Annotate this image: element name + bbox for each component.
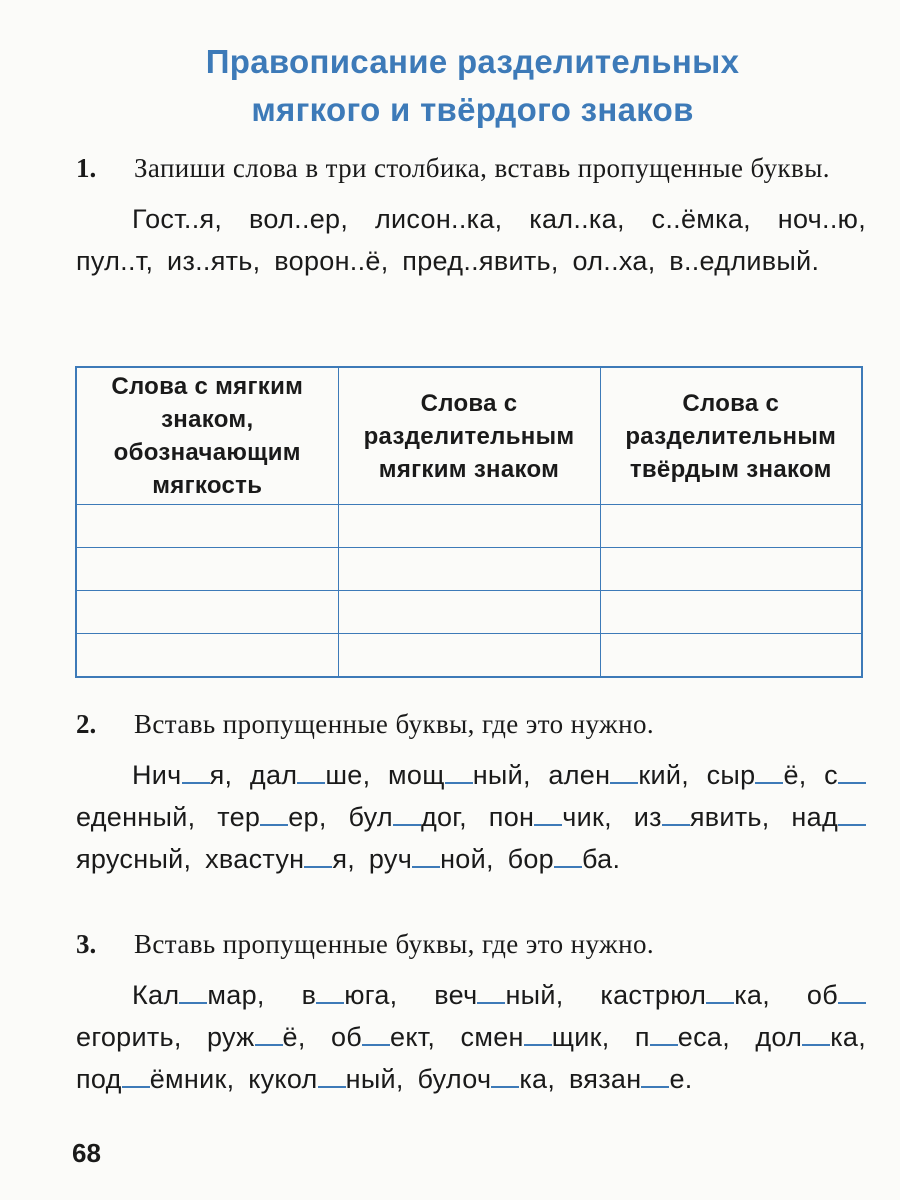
blank-line[interactable] xyxy=(554,844,582,868)
blank-line[interactable] xyxy=(297,760,325,784)
exercise-text: Нич xyxy=(132,760,182,790)
blank-line[interactable] xyxy=(650,1022,678,1046)
task-1 xyxy=(76,148,866,282)
exercise-text: егорить, руж xyxy=(76,1022,255,1052)
table-cell[interactable] xyxy=(600,548,862,591)
table-cell[interactable] xyxy=(338,591,600,634)
exercise-text: ер, бул xyxy=(288,802,393,832)
exercise-text: ше, мощ xyxy=(325,760,445,790)
sorting-table xyxy=(75,366,863,678)
exercise-text: Кал xyxy=(132,980,180,1010)
table-header-soft-sign: Слова с мягким знаком, обозначающим мягкость xyxy=(76,367,338,505)
exercise-text: щик, п xyxy=(551,1022,650,1052)
exercise-text: мар, в xyxy=(207,980,317,1010)
exercise-text: ё, об xyxy=(282,1022,363,1052)
page-title xyxy=(0,38,900,134)
table-cell[interactable] xyxy=(76,548,338,591)
exercise-text: ёмник, кукол xyxy=(149,1064,318,1094)
blank-line[interactable] xyxy=(838,802,866,826)
table-header-separating-soft-sign: Слова с разделительным мягким знаком xyxy=(338,367,600,505)
table-cell[interactable] xyxy=(600,591,862,634)
table-cell[interactable] xyxy=(76,634,338,678)
exercise-text: еса, дол xyxy=(677,1022,803,1052)
table-cell[interactable] xyxy=(600,634,862,678)
blank-line[interactable] xyxy=(122,1064,150,1088)
exercise-text: я, дал xyxy=(209,760,298,790)
exercise-text: я, руч xyxy=(332,844,413,874)
task-3-instruction: Вставь пропущенные буквы, где это нужно. xyxy=(134,929,655,959)
table-cell[interactable] xyxy=(76,505,338,548)
exercise-text: юга, веч xyxy=(344,980,478,1010)
table-row xyxy=(76,591,862,634)
blank-line[interactable] xyxy=(179,980,207,1004)
exercise-text: ный, ален xyxy=(472,760,611,790)
exercise-text: ка, об xyxy=(734,980,838,1010)
blank-line[interactable] xyxy=(316,980,344,1004)
blank-line[interactable] xyxy=(534,802,562,826)
exercise-text: чик, из xyxy=(562,802,662,832)
task-1-words xyxy=(76,198,866,282)
blank-line[interactable] xyxy=(524,1022,552,1046)
exercise-text: ба. xyxy=(582,844,621,874)
blank-line[interactable] xyxy=(393,802,421,826)
page-number: 68 xyxy=(72,1138,101,1168)
exercise-text: е. xyxy=(669,1064,693,1094)
table-header-separating-hard-sign: Слова с разделительным твёрдым знаком xyxy=(600,367,862,505)
table-cell[interactable] xyxy=(338,548,600,591)
exercise-text: дог, пон xyxy=(420,802,535,832)
blank-line[interactable] xyxy=(838,760,866,784)
table-cell[interactable] xyxy=(600,505,862,548)
table-row xyxy=(76,548,862,591)
exercise-text: ярусный, хвастун xyxy=(76,844,305,874)
exercise-text: ный, булоч xyxy=(345,1064,492,1094)
table-cell[interactable] xyxy=(338,634,600,678)
blank-line[interactable] xyxy=(182,760,210,784)
blank-line[interactable] xyxy=(304,844,332,868)
blank-line[interactable] xyxy=(755,760,783,784)
blank-line[interactable] xyxy=(362,1022,390,1046)
exercise-text: еденный, тер xyxy=(76,802,261,832)
exercise-text: ной, бор xyxy=(440,844,555,874)
blank-line[interactable] xyxy=(706,980,734,1004)
exercise-text: кий, сыр xyxy=(638,760,756,790)
blank-line[interactable] xyxy=(838,980,866,1004)
task-3 xyxy=(76,924,866,1100)
blank-line[interactable] xyxy=(662,802,690,826)
blank-line[interactable] xyxy=(610,760,638,784)
task-1-words-text: Гост..я, вол..ер, лисон..ка, кал..ка, с..ёмка, ноч..ю, пул..т, из..ять, ворон..ё, пред..явить, ол..ха, в..едливый. xyxy=(76,204,866,276)
table-cell[interactable] xyxy=(76,591,338,634)
exercise-text: ный, кастрюл xyxy=(505,980,707,1010)
exercise-text: ект, смен xyxy=(390,1022,524,1052)
task-2 xyxy=(76,704,866,880)
task-3-number: 3. xyxy=(76,929,97,959)
blank-line[interactable] xyxy=(445,760,473,784)
table-row xyxy=(76,505,862,548)
task-1-number: 1. xyxy=(76,153,97,183)
blank-line[interactable] xyxy=(260,802,288,826)
blank-line[interactable] xyxy=(491,1064,519,1088)
table-row xyxy=(76,634,862,678)
task-1-instruction: Запиши слова в три столбика, вставь пропущенные буквы. xyxy=(134,153,830,183)
task-2-exercise xyxy=(76,754,866,880)
page-title-line-1: Правописание разделительных xyxy=(205,43,740,80)
blank-line[interactable] xyxy=(641,1064,669,1088)
task-3-exercise xyxy=(76,974,866,1100)
blank-line[interactable] xyxy=(477,980,505,1004)
blank-line[interactable] xyxy=(255,1022,283,1046)
exercise-text: ка, вязан xyxy=(519,1064,642,1094)
exercise-text: ё, с xyxy=(783,760,838,790)
table-header-row xyxy=(76,367,862,505)
exercise-text: ка, под xyxy=(76,1022,867,1094)
table-cell[interactable] xyxy=(338,505,600,548)
task-2-number: 2. xyxy=(76,709,97,739)
blank-line[interactable] xyxy=(412,844,440,868)
blank-line[interactable] xyxy=(318,1064,346,1088)
blank-line[interactable] xyxy=(802,1022,830,1046)
exercise-text: явить, над xyxy=(689,802,839,832)
page-title-line-2: мягкого и твёрдого знаков xyxy=(251,91,694,128)
task-2-instruction: Вставь пропущенные буквы, где это нужно. xyxy=(134,709,655,739)
